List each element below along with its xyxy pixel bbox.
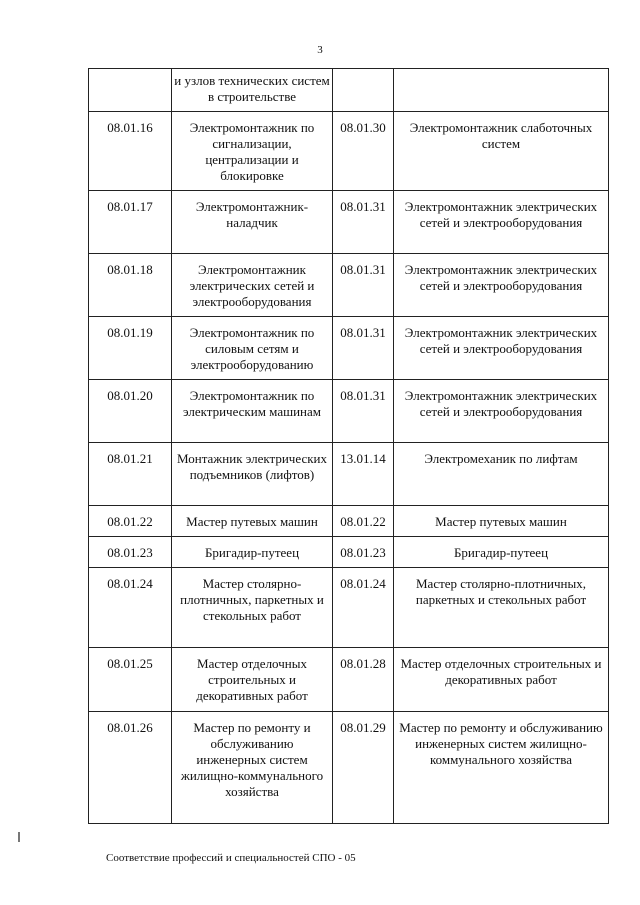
new-profession-cell: Мастер столярно-плотничных, паркетных и стекольных работ <box>394 568 609 648</box>
new-profession-cell: Электромонтажник электрических сетей и электрооборудования <box>394 191 609 254</box>
table-row <box>89 69 609 112</box>
new-profession-cell: Мастер по ремонту и обслуживанию инженерных систем жилищно-коммунального хозяйства <box>394 712 609 824</box>
new-profession-cell <box>394 69 609 112</box>
old-profession-cell: Электромонтажник по силовым сетям и электрооборудованию <box>172 317 333 380</box>
new-code-cell: 08.01.30 <box>333 112 394 191</box>
old-profession-cell: Электромонтажник по электрическим машинам <box>172 380 333 443</box>
page-footer: Соответствие профессий и специальностей СПО - 05 <box>106 852 356 864</box>
new-profession-cell: Электромонтажник электрических сетей и электрооборудования <box>394 254 609 317</box>
table-row <box>89 191 609 254</box>
old-code-cell: 08.01.17 <box>89 191 172 254</box>
new-code-cell: 08.01.24 <box>333 568 394 648</box>
old-code-cell: 08.01.24 <box>89 568 172 648</box>
old-code-cell: 08.01.26 <box>89 712 172 824</box>
table-row <box>89 380 609 443</box>
old-code-cell: 08.01.25 <box>89 648 172 712</box>
new-code-cell: 08.01.31 <box>333 191 394 254</box>
table-row <box>89 112 609 191</box>
new-code-cell: 08.01.23 <box>333 537 394 568</box>
new-code-cell <box>333 69 394 112</box>
old-code-cell: 08.01.19 <box>89 317 172 380</box>
table-row <box>89 648 609 712</box>
table-row <box>89 254 609 317</box>
table-row <box>89 568 609 648</box>
new-profession-cell: Электромеханик по лифтам <box>394 443 609 506</box>
old-code-cell: 08.01.18 <box>89 254 172 317</box>
professions-table <box>88 68 609 824</box>
new-code-cell: 08.01.22 <box>333 506 394 537</box>
table-row <box>89 506 609 537</box>
old-profession-cell: Мастер путевых машин <box>172 506 333 537</box>
new-code-cell: 08.01.31 <box>333 254 394 317</box>
new-profession-cell: Бригадир-путеец <box>394 537 609 568</box>
old-code-cell: 08.01.22 <box>89 506 172 537</box>
old-profession-cell: Мастер отделочных строительных и декоративных работ <box>172 648 333 712</box>
new-profession-cell: Электромонтажник электрических сетей и электрооборудования <box>394 317 609 380</box>
old-code-cell: 08.01.16 <box>89 112 172 191</box>
table-row <box>89 443 609 506</box>
new-code-cell: 13.01.14 <box>333 443 394 506</box>
new-profession-cell: Мастер отделочных строительных и декоративных работ <box>394 648 609 712</box>
old-profession-cell: Монтажник электрических подъемников (лифтов) <box>172 443 333 506</box>
old-profession-cell: Мастер столярно-плотничных, паркетных и стекольных работ <box>172 568 333 648</box>
old-profession-cell: Электромонтажник электрических сетей и электрооборудования <box>172 254 333 317</box>
new-profession-cell: Мастер путевых машин <box>394 506 609 537</box>
old-code-cell: 08.01.20 <box>89 380 172 443</box>
old-profession-cell: Электромонтажник-наладчик <box>172 191 333 254</box>
new-code-cell: 08.01.28 <box>333 648 394 712</box>
scan-mark <box>18 832 20 842</box>
new-code-cell: 08.01.31 <box>333 317 394 380</box>
table-row <box>89 317 609 380</box>
old-profession-cell: Мастер по ремонту и обслуживанию инженерных систем жилищно-коммунального хозяйства <box>172 712 333 824</box>
old-code-cell: 08.01.23 <box>89 537 172 568</box>
new-profession-cell: Электромонтажник слаботочных систем <box>394 112 609 191</box>
old-code-cell <box>89 69 172 112</box>
new-code-cell: 08.01.31 <box>333 380 394 443</box>
old-code-cell: 08.01.21 <box>89 443 172 506</box>
new-profession-cell: Электромонтажник электрических сетей и электрооборудования <box>394 380 609 443</box>
table-row <box>89 712 609 824</box>
table-row <box>89 537 609 568</box>
old-profession-cell: Бригадир-путеец <box>172 537 333 568</box>
old-profession-cell: и узлов технических систем в строительстве <box>172 69 333 112</box>
new-code-cell: 08.01.29 <box>333 712 394 824</box>
old-profession-cell: Электромонтажник по сигнализации, централизации и блокировке <box>172 112 333 191</box>
page-number: 3 <box>317 44 323 56</box>
